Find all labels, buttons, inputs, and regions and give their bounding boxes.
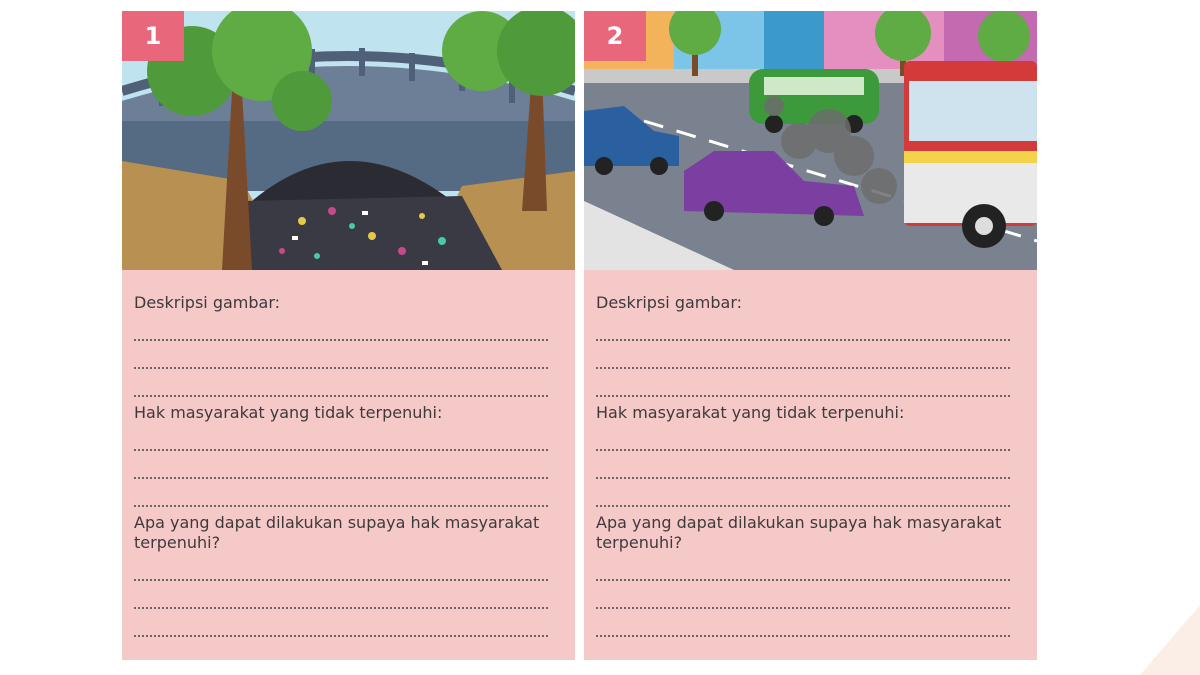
question-block xyxy=(134,403,548,507)
answer-line[interactable] xyxy=(596,369,1010,397)
question-block xyxy=(596,403,1010,507)
worksheet-card-2 xyxy=(584,11,1037,660)
answer-line[interactable] xyxy=(134,341,548,369)
card-number-badge: 2 xyxy=(584,11,646,61)
question-label: Hak masyarakat yang tidak terpenuhi: xyxy=(596,403,905,422)
worksheet-card-1 xyxy=(122,11,575,660)
answer-line[interactable] xyxy=(134,479,548,507)
polluted-river-illustration xyxy=(122,11,575,270)
card-number-badge: 1 xyxy=(122,11,184,61)
answer-line[interactable] xyxy=(596,341,1010,369)
answer-line[interactable] xyxy=(596,609,1010,637)
answer-line[interactable] xyxy=(596,581,1010,609)
question-label: Deskripsi gambar: xyxy=(596,293,743,312)
answer-line[interactable] xyxy=(134,609,548,637)
answer-line[interactable] xyxy=(596,313,1010,341)
answer-line[interactable] xyxy=(596,451,1010,479)
answer-line[interactable] xyxy=(134,423,548,451)
answer-line[interactable] xyxy=(134,553,548,581)
answer-line[interactable] xyxy=(134,581,548,609)
answer-line[interactable] xyxy=(134,451,548,479)
corner-decoration xyxy=(1120,585,1200,675)
question-block xyxy=(134,513,548,637)
question-block xyxy=(134,293,548,397)
question-label: Deskripsi gambar: xyxy=(134,293,281,312)
answer-line[interactable] xyxy=(596,479,1010,507)
question-label: Apa yang dapat dilakukan supaya hak masyarakat terpenuhi? xyxy=(596,513,1002,552)
answer-line[interactable] xyxy=(596,423,1010,451)
question-label: Hak masyarakat yang tidak terpenuhi: xyxy=(134,403,443,422)
question-block xyxy=(596,513,1010,637)
question-block xyxy=(596,293,1010,397)
worksheet-form xyxy=(134,293,548,643)
street-pollution-illustration xyxy=(584,11,1037,270)
answer-line[interactable] xyxy=(134,369,548,397)
question-label: Apa yang dapat dilakukan supaya hak masyarakat terpenuhi? xyxy=(134,513,540,552)
answer-line[interactable] xyxy=(134,313,548,341)
answer-line[interactable] xyxy=(596,553,1010,581)
worksheet-form xyxy=(596,293,1010,643)
